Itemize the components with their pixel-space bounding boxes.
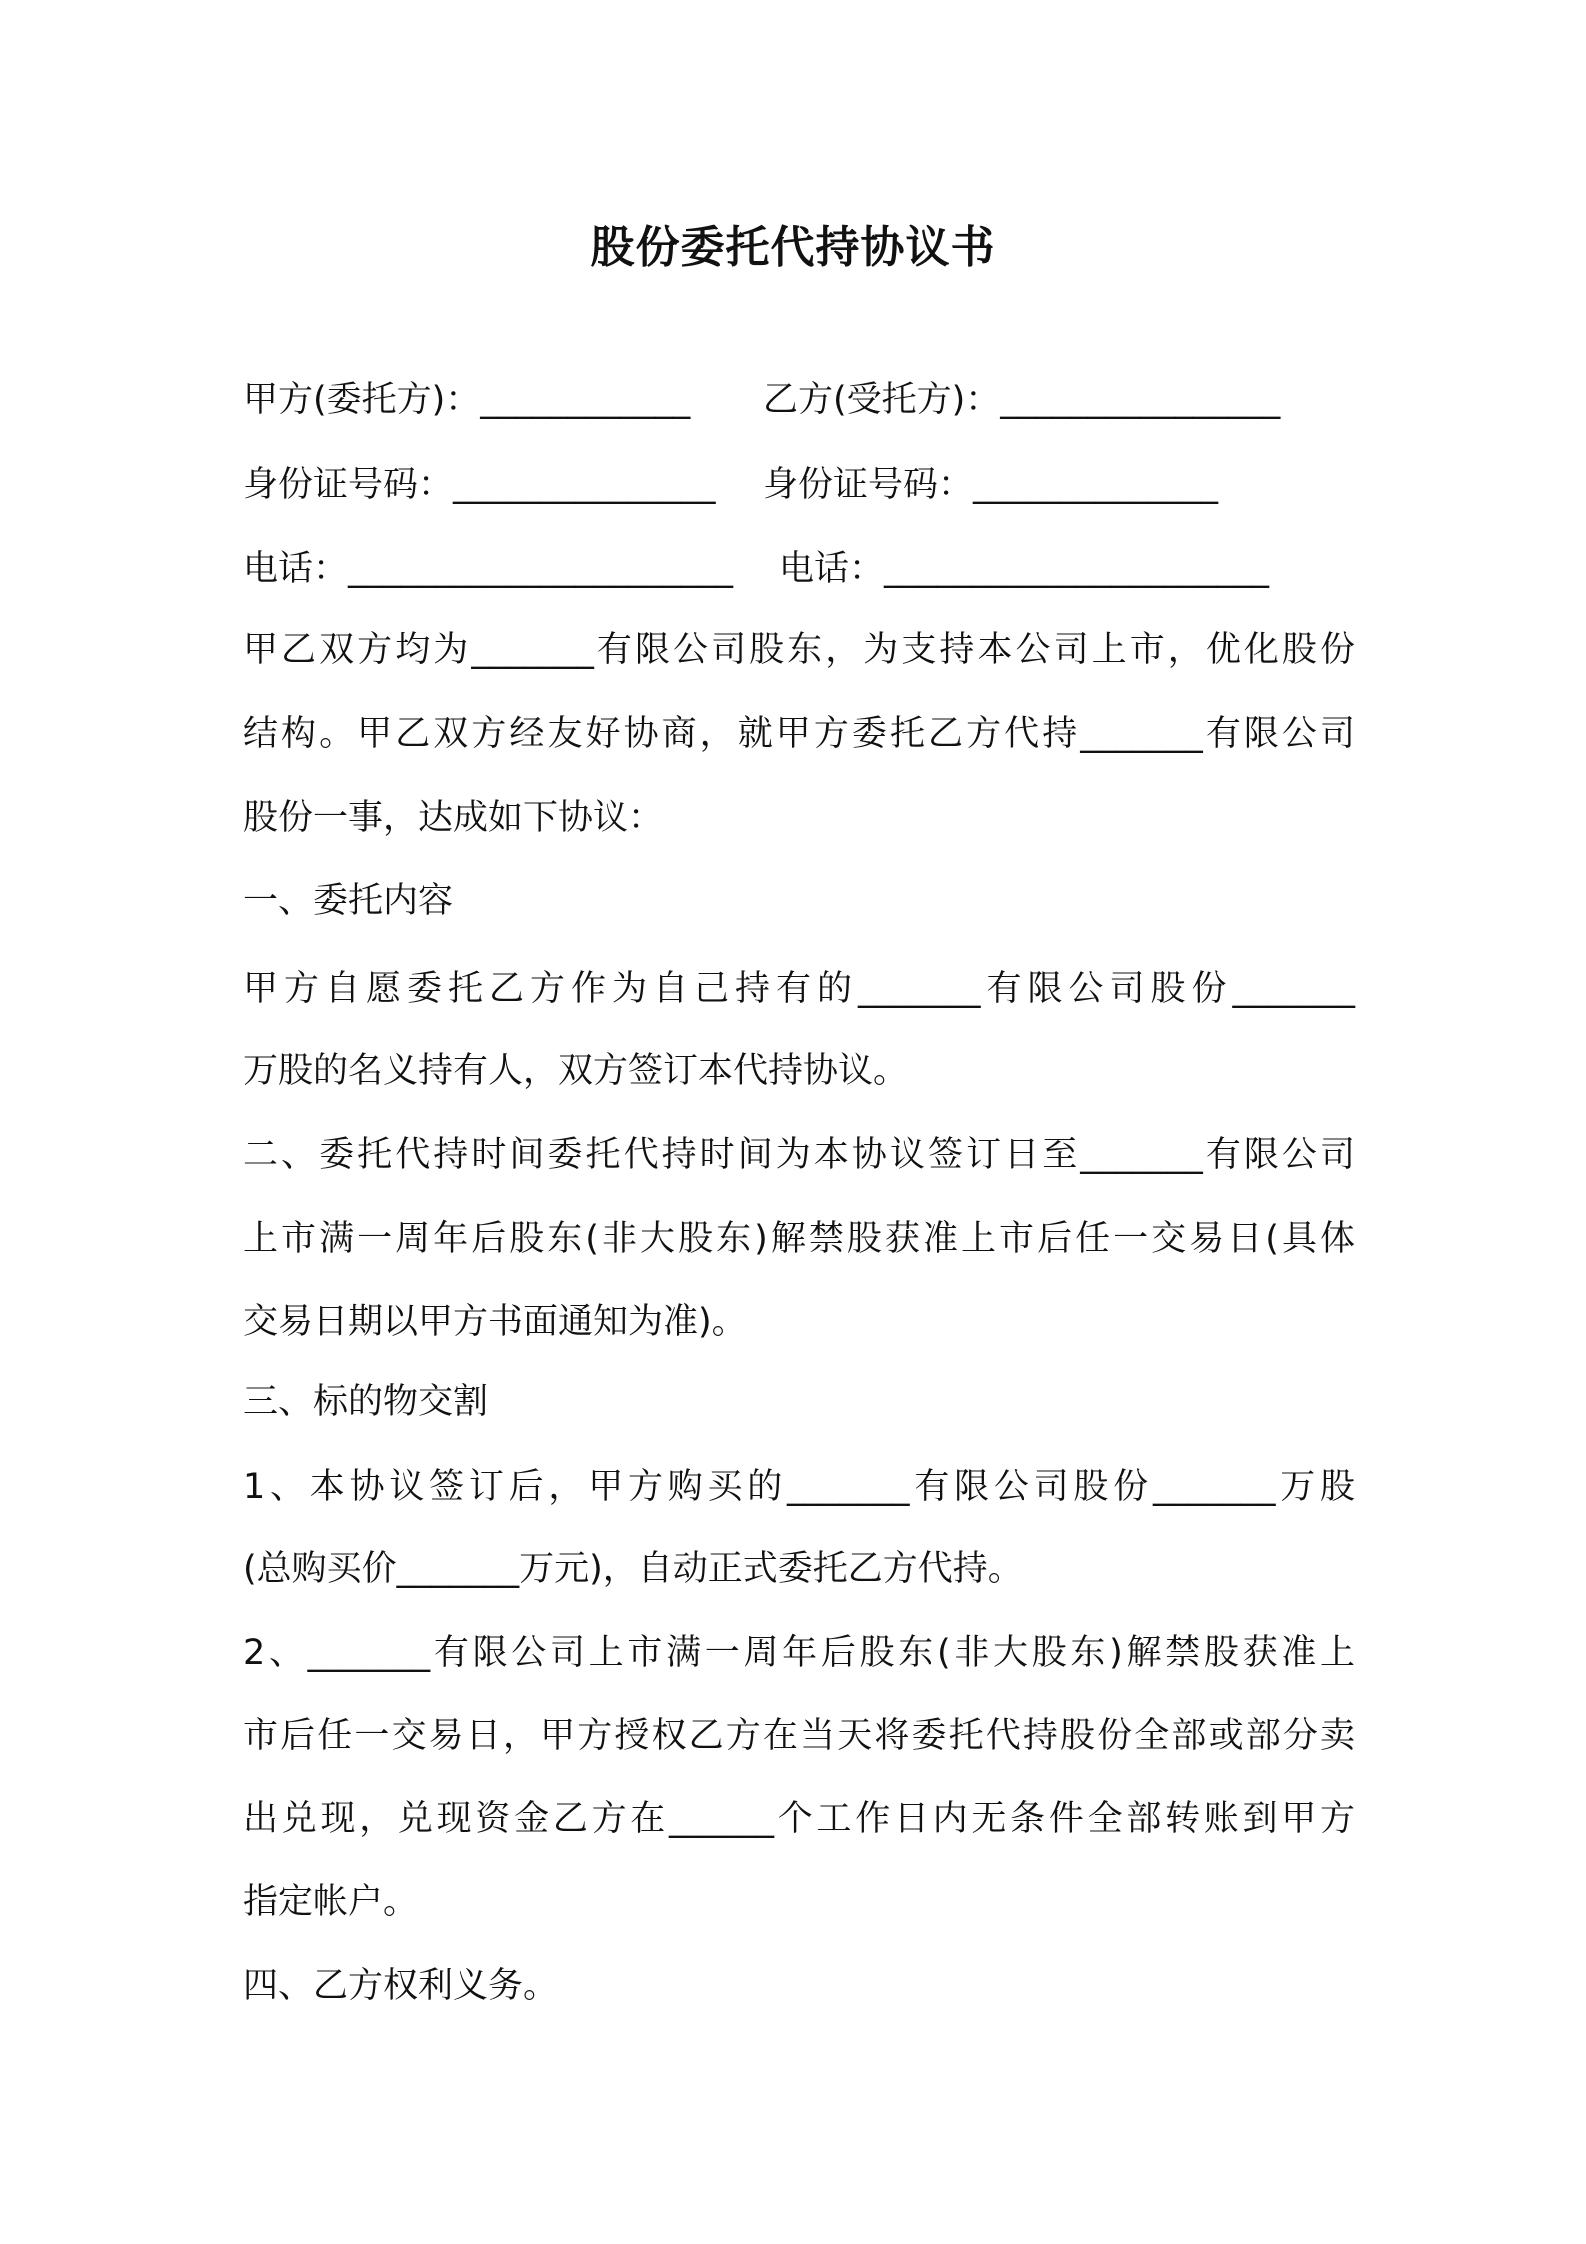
body-line: 结构。甲乙双方经友好协商，就甲方委托乙方代持_______有限公司	[243, 714, 1355, 754]
phone-a-field: 电话：______________________	[243, 549, 734, 589]
body-line: 1、本协议签订后，甲方购买的_______有限公司股份_______万股	[243, 1467, 1355, 1507]
body-line: 甲乙双方均为_______有限公司股东，为支持本公司上市，优化股份	[243, 630, 1355, 670]
id-b-field: 身份证号码：______________	[763, 465, 1219, 505]
body-line: 指定帐户。	[243, 1882, 419, 1922]
phone-row	[243, 541, 1355, 597]
party-row	[243, 372, 1355, 428]
section-heading: 一、委托内容	[243, 881, 454, 921]
body-line: 2、_______有限公司上市满一周年后股东(非大股东)解禁股获准上	[243, 1633, 1355, 1673]
party-b-field: 乙方(受托方)：________________	[763, 380, 1281, 420]
body-line: 万股的名义持有人，双方签订本代持协议。	[243, 1051, 909, 1091]
phone-b-field: 电话：______________________	[779, 549, 1270, 589]
section-heading: 三、标的物交割	[243, 1382, 489, 1422]
body-line: 甲方自愿委托乙方作为自己持有的_______有限公司股份_______	[243, 969, 1355, 1009]
party-a-field: 甲方(委托方)：____________	[243, 380, 691, 420]
body-line: 股份一事，达成如下协议：	[243, 798, 664, 838]
body-line: 出兑现，兑现资金乙方在______个工作日内无条件全部转账到甲方	[243, 1799, 1355, 1839]
id-a-field: 身份证号码：_______________	[243, 465, 716, 505]
body-line: 交易日期以甲方书面通知为准)。	[243, 1302, 747, 1342]
document-title: 股份委托代持协议书	[590, 222, 996, 273]
body-line: 市后任一交易日，甲方授权乙方在当天将委托代持股份全部或部分卖	[243, 1716, 1355, 1756]
body-line: 上市满一周年后股东(非大股东)解禁股获准上市后任一交易日(具体	[243, 1219, 1355, 1259]
body-line: 二、委托代持时间委托代持时间为本协议签订日至_______有限公司	[243, 1135, 1355, 1175]
section-heading: 四、乙方权利义务。	[243, 1966, 559, 2006]
body-line: (总购买价_______万元)，自动正式委托乙方代持。	[243, 1549, 1023, 1589]
id-row	[243, 457, 1355, 513]
